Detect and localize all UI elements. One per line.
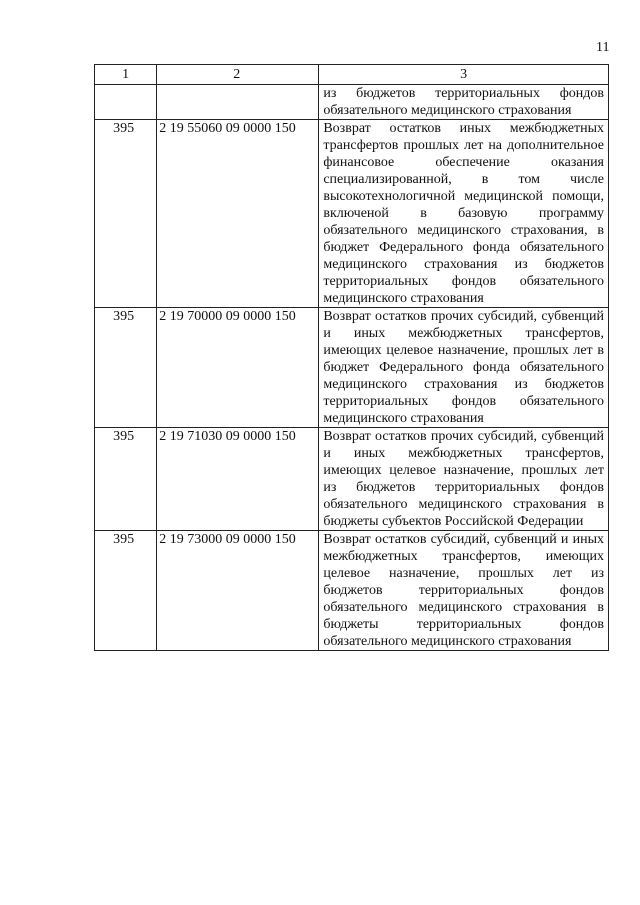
cell-admin-code: 395 [95, 120, 157, 308]
table-header-row [95, 65, 609, 85]
cell-kbk: 2 19 55060 09 0000 150 [157, 120, 319, 308]
cell-kbk: 2 19 71030 09 0000 150 [157, 428, 319, 531]
column-header-3: 3 [319, 65, 609, 85]
cell-description-continuation: из бюджетов территориальных фондов обязательного медицинского страхования [319, 85, 609, 120]
cell-admin-code: 395 [95, 428, 157, 531]
cell-description: Возврат остатков прочих субсидий, субвенций и иных межбюджетных трансфертов, имеющих целевое назначение, прошлых лет в бюджет Федерального фонда обязательного медицинского страхования из бюджетов территориальных фондов обязательного медицинского страхования [319, 308, 609, 428]
table-row [95, 428, 609, 531]
page-number: 11 [596, 40, 610, 55]
cell-description: Возврат остатков иных межбюджетных трансфертов прошлых лет на дополнительное финансовое обеспечение оказания специализированной, в том числе высокотехнологичной медицинской помощи, включеной в базовую программу обязательного медицинского страхования, в бюджет Федерального фонда обязательного медицинского страхования из бюджетов территориальных фондов обязательного медицинского страхования [319, 120, 609, 308]
table-row-continuation [95, 85, 609, 120]
cell-admin-code: 395 [95, 308, 157, 428]
column-header-2: 2 [157, 65, 319, 85]
table-row [95, 531, 609, 651]
cell-kbk: 2 19 70000 09 0000 150 [157, 308, 319, 428]
cell-description: Возврат остатков субсидий, субвенций и иных межбюджетных трансфертов, имеющих целевое назначение, прошлых лет из бюджетов территориальных фондов обязательного медицинского страхования в бюджеты территориальных фондов обязательного медицинского страхования [319, 531, 609, 651]
table-row [95, 308, 609, 428]
table-row [95, 120, 609, 308]
cell-admin-code [95, 85, 157, 120]
cell-admin-code: 395 [95, 531, 157, 651]
column-header-1: 1 [95, 65, 157, 85]
cell-description: Возврат остатков прочих субсидий, субвенций и иных межбюджетных трансфертов, имеющих целевое назначение, прошлых лет из бюджетов территориальных фондов обязательного медицинского страхования в бюджеты субъектов Российской Федерации [319, 428, 609, 531]
budget-codes-table [94, 64, 609, 651]
cell-kbk: 2 19 73000 09 0000 150 [157, 531, 319, 651]
cell-kbk [157, 85, 319, 120]
